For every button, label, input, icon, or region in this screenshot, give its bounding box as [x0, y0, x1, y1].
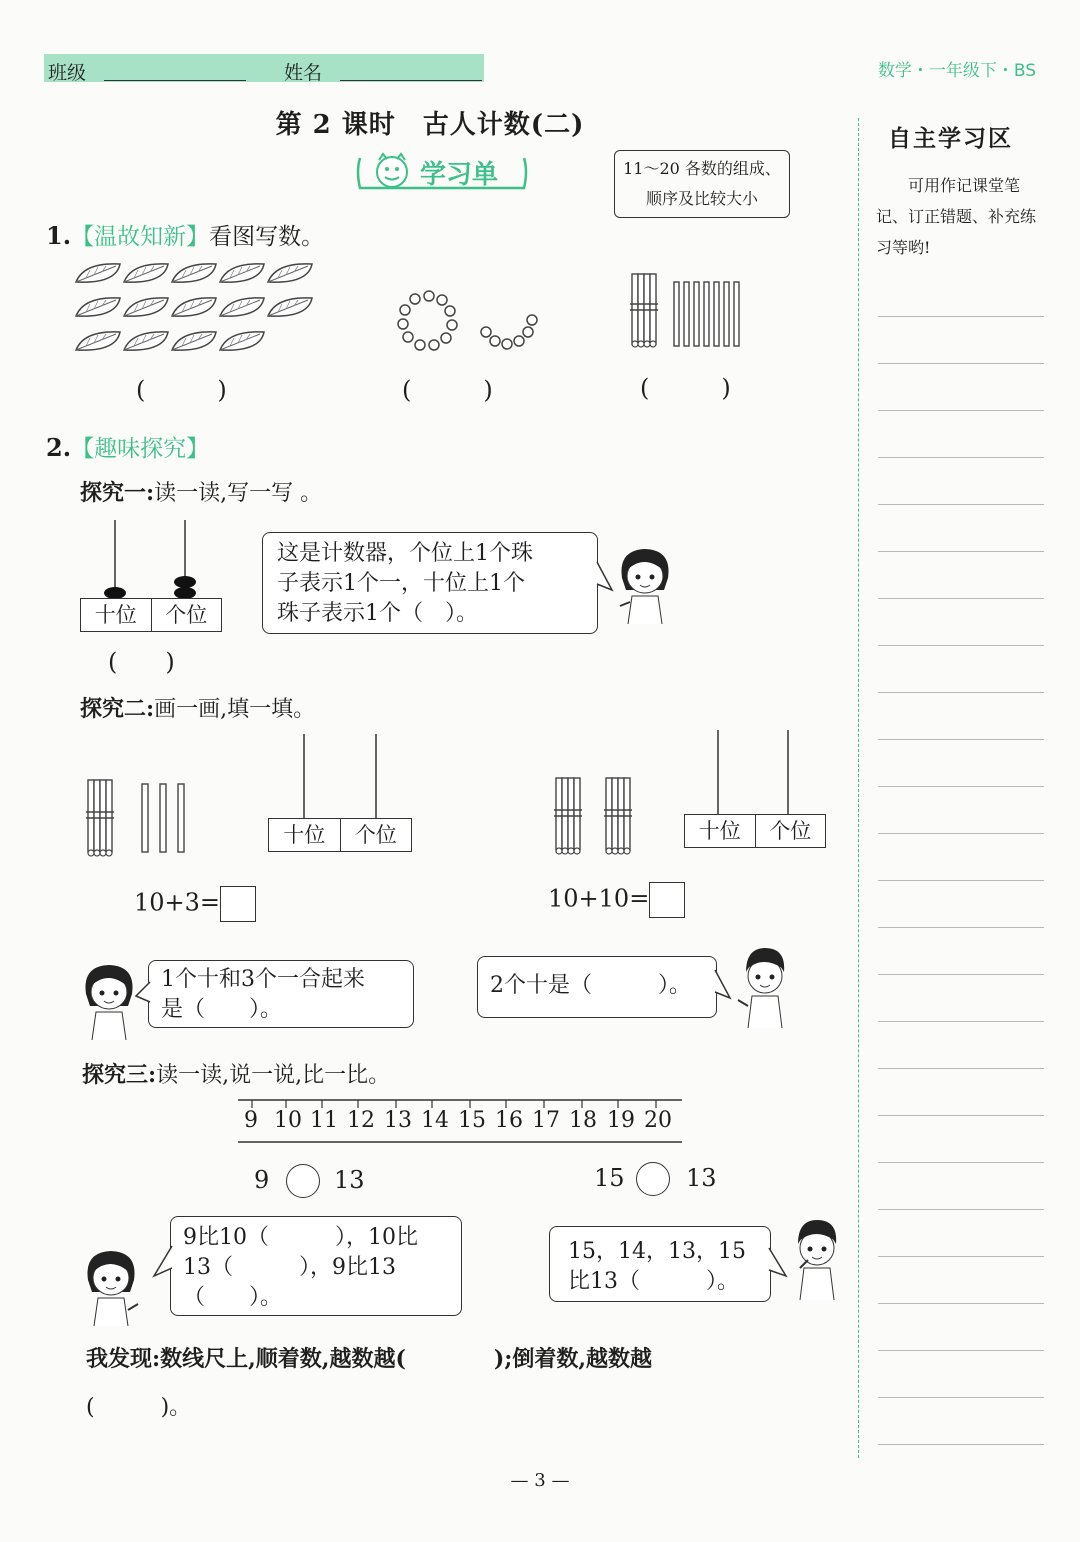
abacus-3	[684, 728, 826, 818]
study-sheet-badge	[352, 148, 532, 194]
bubble-line: 珠子表示1个（ ）。	[277, 601, 478, 626]
beads-picture	[394, 288, 544, 356]
explore2-speech-bubble-2	[477, 956, 717, 1018]
tick-label: 20	[644, 1108, 672, 1133]
q1-answer-2[interactable]: ( )	[402, 376, 493, 404]
abacus-1	[80, 518, 222, 600]
girl-avatar	[614, 544, 676, 626]
bubble-tail	[714, 968, 732, 1004]
bubble-tail	[134, 980, 152, 1008]
bubble-line: 是（ ）。	[161, 997, 283, 1022]
explore2-rest: 画一画,填一填。	[154, 697, 316, 722]
bubble-line: （ ）。	[183, 1285, 283, 1310]
note-line[interactable]	[878, 1444, 1044, 1445]
explore3-head: 探究三:	[82, 1062, 157, 1088]
topic-note-line2: 顺序及比较大小	[645, 189, 758, 208]
explore2-head: 探究二:	[80, 696, 155, 722]
name-label: 姓名	[284, 62, 323, 84]
leaves-picture	[72, 258, 322, 360]
tick-label: 11	[310, 1108, 338, 1133]
compare-2-left: 15	[594, 1164, 625, 1192]
finding-line-2[interactable]: ( )。	[86, 1395, 192, 1420]
note-line[interactable]	[878, 1021, 1044, 1022]
q1-tag: 【温故知新】	[71, 224, 210, 250]
book-tag: 数学・一年级下・BS	[877, 61, 1036, 81]
note-line[interactable]	[878, 598, 1044, 599]
lesson-title: 第 2 课时 古人计数(二)	[275, 110, 585, 140]
note-line[interactable]	[878, 1397, 1044, 1398]
q1-answer-1[interactable]: ( )	[136, 376, 227, 404]
note-line[interactable]	[878, 1350, 1044, 1351]
note-line[interactable]	[878, 363, 1044, 364]
q1-instruction: 看图写数。	[209, 224, 325, 250]
tick-label: 10	[274, 1108, 302, 1133]
abacus-2-labels	[268, 818, 412, 852]
sidebar-text: 可用作记课堂笔记、订正错题、补充练习等哟!	[876, 176, 1037, 257]
tick-label: 13	[384, 1108, 412, 1133]
explore1-head: 探究一:	[80, 480, 155, 506]
tick-label: 19	[607, 1108, 635, 1133]
bubble-line: 1个十和3个一合起来	[161, 967, 365, 992]
page-number: — 3 —	[510, 1470, 570, 1491]
badge-label: 学习单	[420, 160, 499, 190]
bubble-tail	[596, 560, 614, 596]
note-line[interactable]	[878, 1209, 1044, 1210]
bubble-line: 子表示1个一，十位上1个	[277, 571, 525, 596]
equation-2-answer-box[interactable]	[649, 882, 685, 918]
boy-avatar	[786, 1216, 848, 1302]
abacus-1-labels	[80, 598, 222, 632]
class-label: 班级	[48, 62, 87, 84]
name-field[interactable]	[340, 80, 482, 81]
class-field[interactable]	[104, 80, 246, 81]
tick-label: 17	[532, 1108, 560, 1133]
q1-heading	[46, 218, 324, 251]
note-line[interactable]	[878, 1162, 1044, 1163]
note-line[interactable]	[878, 927, 1044, 928]
explore3-speech-bubble-1	[170, 1216, 462, 1316]
q1-number: 1.	[46, 221, 72, 250]
explore1-rest: 读一读,写一写 。	[154, 481, 323, 506]
note-line[interactable]	[878, 1068, 1044, 1069]
q1-answer-3[interactable]: ( )	[640, 374, 731, 402]
q2-tag: 【趣味探究】	[71, 436, 210, 462]
topic-note-line1: 11～20 各数的组成、	[623, 159, 781, 178]
note-line[interactable]	[878, 786, 1044, 787]
tens-label: 十位	[283, 823, 326, 847]
explore2-heading	[80, 692, 315, 723]
note-line[interactable]	[878, 739, 1044, 740]
note-line[interactable]	[878, 692, 1044, 693]
note-line[interactable]	[878, 551, 1044, 552]
sidebar-title: 自主学习区	[888, 126, 1013, 152]
bubble-tail	[152, 1244, 174, 1280]
tens-label: 十位	[94, 603, 137, 627]
header-bar	[44, 54, 484, 82]
note-line[interactable]	[878, 833, 1044, 834]
bubble-line: 15，14，13，15	[568, 1239, 746, 1264]
tick-label: 15	[458, 1108, 486, 1133]
explore3-speech-bubble-2	[549, 1226, 771, 1302]
q2-heading	[46, 430, 209, 463]
tick-label: 9	[244, 1108, 258, 1133]
bubble-line: 13（ ），9比13	[183, 1255, 396, 1280]
explore1-answer[interactable]: ( )	[108, 648, 175, 676]
equation-2-text: 10+10=	[548, 884, 650, 913]
compare-1-left: 9	[254, 1166, 270, 1194]
explore1-heading	[80, 476, 322, 507]
boy-avatar	[734, 944, 796, 1030]
note-line[interactable]	[878, 316, 1044, 317]
note-line[interactable]	[878, 457, 1044, 458]
equation-1-answer-box[interactable]	[220, 886, 256, 922]
note-line[interactable]	[878, 1115, 1044, 1116]
equation-1-text: 10+3=	[134, 888, 221, 917]
note-line[interactable]	[878, 880, 1044, 881]
explore3-rest: 读一读,说一说,比一比。	[156, 1063, 391, 1088]
compare-1-right: 13	[334, 1166, 365, 1194]
topic-note	[614, 150, 790, 218]
abacus-2	[268, 732, 412, 822]
bubble-line: 2个十是（ ）。	[490, 973, 691, 998]
tick-label: 18	[569, 1108, 597, 1133]
girl-avatar	[80, 1246, 142, 1328]
note-line[interactable]	[878, 504, 1044, 505]
tens-label: 十位	[698, 819, 741, 843]
note-line[interactable]	[878, 974, 1044, 975]
sidebar-divider	[858, 118, 859, 1458]
note-line[interactable]	[878, 1256, 1044, 1257]
bubble-line: 这是计数器，个位上1个珠	[277, 541, 533, 566]
bubble-line: 9比10（ ），10比	[183, 1225, 418, 1250]
note-line[interactable]	[878, 1303, 1044, 1304]
tick-label: 14	[421, 1108, 449, 1133]
ones-label: 个位	[151, 599, 222, 631]
sticks-bundle-3	[84, 776, 194, 860]
note-line[interactable]	[878, 410, 1044, 411]
finding-line-1: 我发现:数线尺上,顺着数,越数越( );倒着数,越数越	[86, 1346, 653, 1372]
sticks-picture	[628, 270, 764, 352]
ones-label: 个位	[755, 815, 826, 847]
compare-2-circle[interactable]	[636, 1162, 670, 1196]
tick-label: 12	[347, 1108, 375, 1133]
girl-avatar	[78, 960, 140, 1042]
number-line-labels	[244, 1108, 684, 1133]
equation-1	[134, 886, 256, 922]
abacus-3-labels	[684, 814, 826, 848]
bubble-line: 比13（ ）。	[568, 1269, 739, 1294]
compare-1-circle[interactable]	[286, 1164, 320, 1198]
explore1-speech-bubble	[262, 532, 598, 634]
note-line[interactable]	[878, 645, 1044, 646]
explore3-heading	[82, 1058, 390, 1089]
sticks-bundle-2	[552, 774, 638, 858]
q2-number: 2.	[46, 433, 72, 462]
compare-2-right: 13	[686, 1164, 717, 1192]
equation-2	[548, 882, 685, 918]
ones-label: 个位	[340, 819, 412, 851]
tick-label: 16	[495, 1108, 523, 1133]
explore2-speech-bubble-1	[148, 960, 414, 1028]
bubble-tail	[768, 1246, 788, 1282]
